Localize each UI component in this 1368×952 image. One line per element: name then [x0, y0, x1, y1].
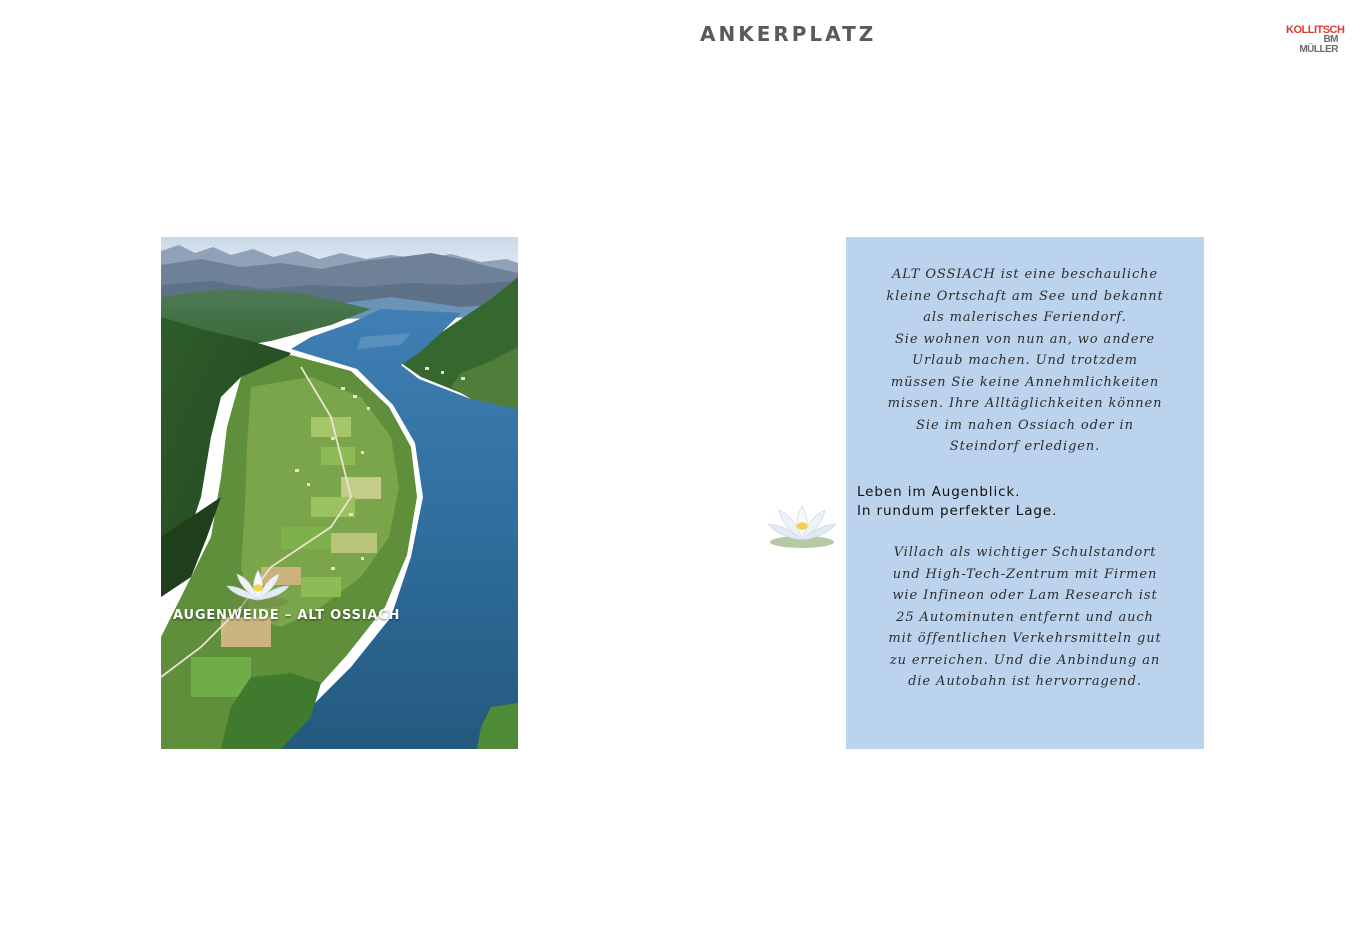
text-line: die Autobahn ist hervorragend.	[908, 674, 1142, 689]
page-title: ANKERPLATZ	[700, 22, 877, 46]
headline	[857, 483, 1057, 520]
text-line: Sie im nahen Ossiach oder in	[916, 417, 1134, 433]
text-line: Urlaub machen. Und trotzdem	[912, 353, 1138, 368]
text-line: Sie wohnen von nun an, wo andere	[894, 331, 1156, 347]
water-lily-icon	[223, 562, 293, 610]
location-paragraph	[846, 542, 1204, 693]
headline-line: Leben im Augenblick.	[857, 484, 1021, 500]
water-lily-icon	[764, 498, 840, 555]
intro-paragraph	[846, 264, 1204, 458]
photo-caption: AUGENWEIDE – ALT OSSIACH	[173, 608, 401, 623]
text-line: Villach als wichtiger Schulstandort	[893, 545, 1157, 560]
text-line: als malerisches Feriendorf.	[923, 310, 1127, 325]
lake-aerial-photo	[161, 237, 518, 749]
logo-line-1: KOLLITSCH	[1286, 24, 1345, 36]
info-box	[846, 237, 1204, 749]
text-line: zu erreichen. Und die Anbindung an	[889, 652, 1161, 668]
text-line: Steindorf erledigen.	[949, 439, 1101, 454]
text-line: müssen Sie keine Annehmlichkeiten	[890, 374, 1160, 390]
lake-landscape-illustration	[161, 237, 518, 749]
text-line: 25 Autominuten entfernt und auch	[896, 609, 1154, 625]
headline-line: In rundum perfekter Lage.	[857, 502, 1058, 519]
text-line: missen. Ihre Alltäglichkeiten können	[887, 396, 1163, 411]
logo-line-2: BM MÜLLER	[1299, 34, 1338, 55]
text-line: mit öffentlichen Verkehrsmitteln gut	[888, 631, 1162, 646]
text-line: kleine Ortschaft am See und bekannt	[886, 288, 1164, 304]
text-line: ALT OSSIACH ist eine beschauliche	[891, 267, 1158, 282]
text-line: und High-Tech-Zentrum mit Firmen	[892, 566, 1158, 582]
brand-logo	[1286, 24, 1345, 55]
text-line: wie Infineon oder Lam Research ist	[892, 588, 1158, 603]
